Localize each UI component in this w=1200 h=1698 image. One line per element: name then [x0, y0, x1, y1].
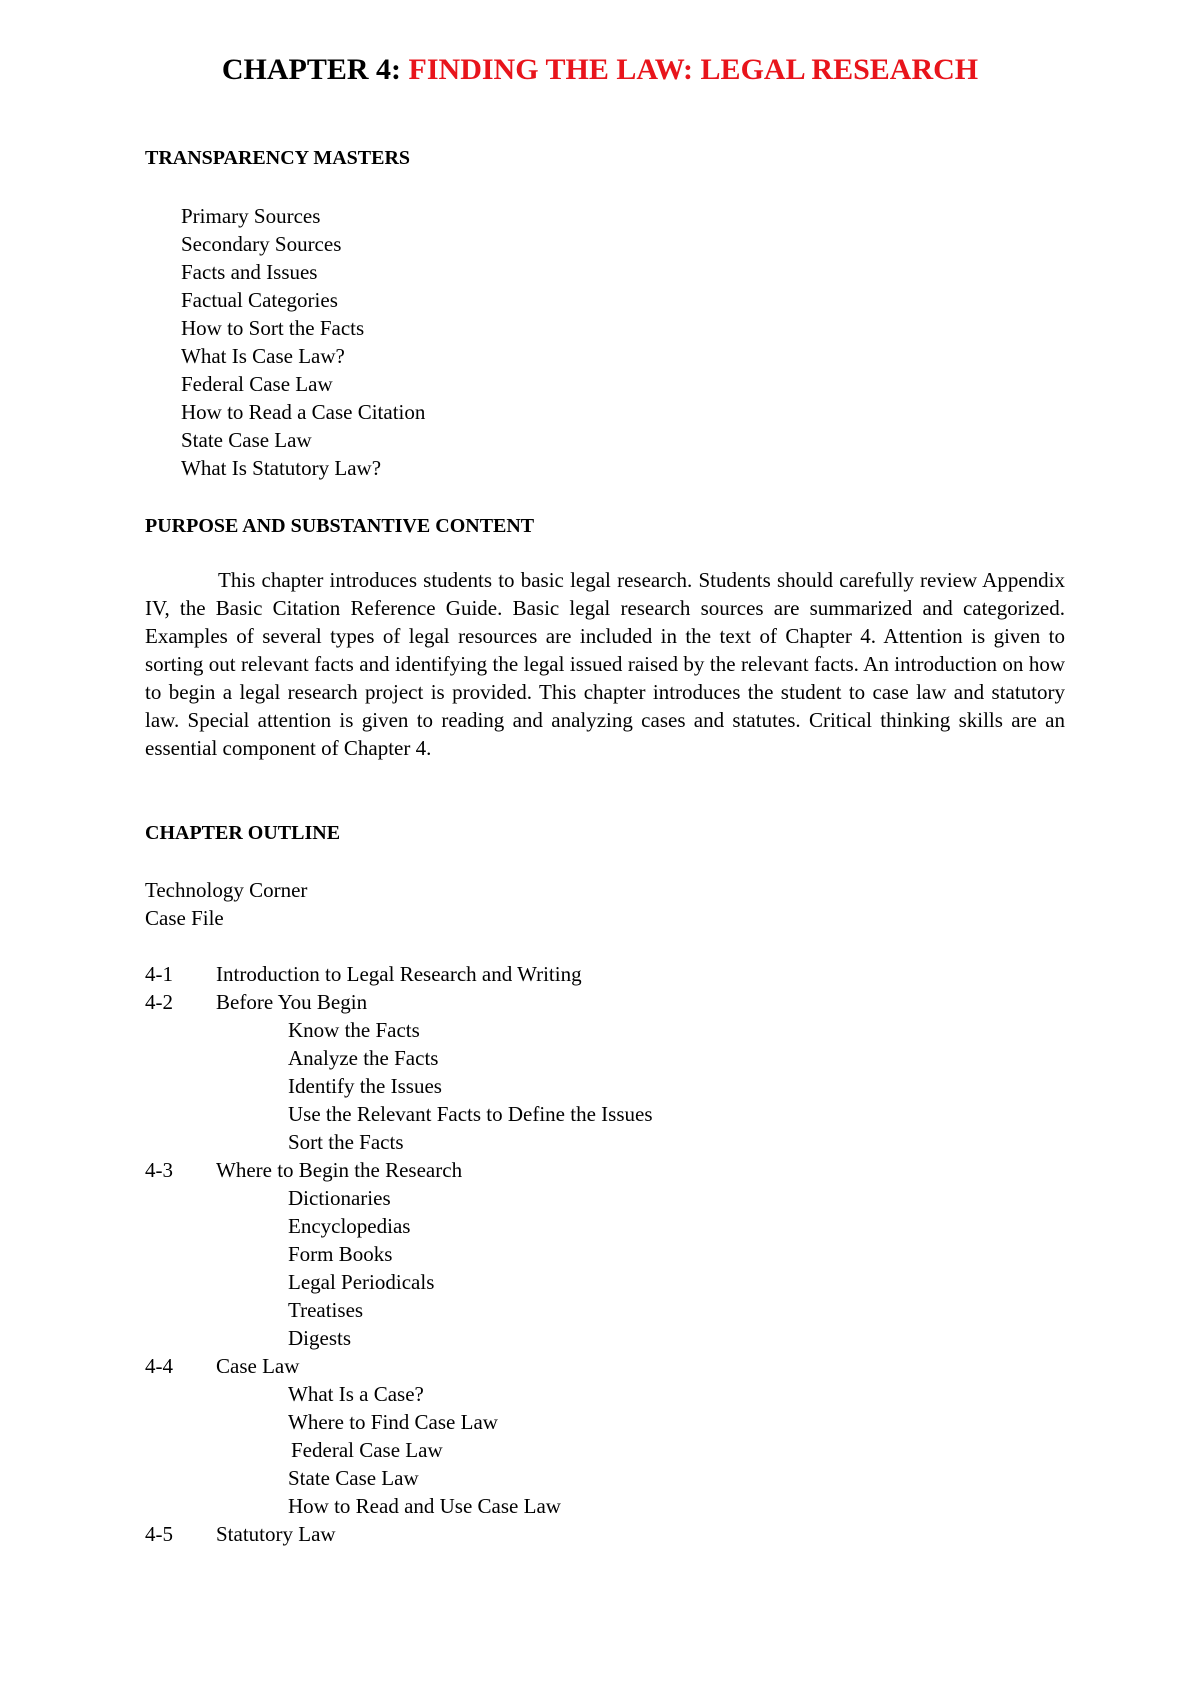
- outline-subitem: Dictionaries: [288, 1186, 391, 1210]
- outline-subitem: Sort the Facts: [288, 1130, 404, 1154]
- outline-subitem: Legal Periodicals: [288, 1270, 435, 1294]
- outline-section-number: 4-1: [145, 962, 173, 986]
- outline-heading: CHAPTER OUTLINE: [145, 822, 341, 844]
- transparency-item: Secondary Sources: [181, 232, 342, 256]
- outline-section-number: 4-5: [145, 1522, 173, 1546]
- outline-subitem: Digests: [288, 1326, 351, 1350]
- outline-subitem: Form Books: [288, 1242, 393, 1266]
- outline-subitem: Identify the Issues: [288, 1074, 442, 1098]
- outline-subitem: Use the Relevant Facts to Define the Issues: [288, 1102, 653, 1126]
- transparency-item: Factual Categories: [181, 288, 338, 312]
- purpose-paragraph: This chapter introduces students to basic legal research. Students should carefully review Appendix IV, the Basic Citation Reference Guide. Basic legal research sources are summarized and categorized. Examples of several types of legal resources are included in the text of Chapter 4. Attention is given to sorting out relevant facts and identifying the legal issued raised by the relevant facts. An introduction on how to begin a legal research project is provided. This chapter introduces the student to case law and statutory law. Special attention is given to reading and analyzing cases and statutes. Critical thinking skills are an essential component of Chapter 4.: [145, 568, 1065, 760]
- outline-subitem: Encyclopedias: [288, 1214, 411, 1238]
- page-title: [0, 52, 1200, 88]
- outline-subitem: Know the Facts: [288, 1018, 420, 1042]
- transparency-item: What Is Statutory Law?: [181, 456, 382, 480]
- transparency-item: How to Read a Case Citation: [181, 400, 426, 424]
- outline-section-number: 4-4: [145, 1354, 173, 1378]
- chapter-name: FINDING THE LAW: LEGAL RESEARCH: [408, 53, 979, 86]
- transparency-masters-heading: TRANSPARENCY MASTERS: [145, 147, 411, 169]
- outline-section-title: Where to Begin the Research: [216, 1158, 463, 1182]
- outline-intro-item: Technology Corner: [145, 878, 308, 902]
- purpose-heading: PURPOSE AND SUBSTANTIVE CONTENT: [145, 515, 535, 537]
- outline-section-title: Introduction to Legal Research and Writing: [216, 962, 582, 986]
- outline-subitem: Analyze the Facts: [288, 1046, 439, 1070]
- outline-section-title: Case Law: [216, 1354, 300, 1378]
- outline-section-title: Before You Begin: [216, 990, 368, 1014]
- transparency-item: What Is Case Law?: [181, 344, 345, 368]
- outline-subitem: How to Read and Use Case Law: [288, 1494, 561, 1518]
- transparency-item: Facts and Issues: [181, 260, 318, 284]
- outline-intro-item: Case File: [145, 906, 224, 930]
- outline-section-number: 4-2: [145, 990, 173, 1014]
- outline-subitem: Federal Case Law: [291, 1438, 443, 1462]
- outline-subitem: Where to Find Case Law: [288, 1410, 498, 1434]
- transparency-item: Primary Sources: [181, 204, 321, 228]
- transparency-item: Federal Case Law: [181, 372, 333, 396]
- outline-subitem: What Is a Case?: [288, 1382, 424, 1406]
- chapter-label: CHAPTER 4:: [221, 53, 402, 86]
- transparency-item: State Case Law: [181, 428, 312, 452]
- outline-subitem: Treatises: [288, 1298, 364, 1322]
- transparency-item: How to Sort the Facts: [181, 316, 365, 340]
- outline-subitem: State Case Law: [288, 1466, 419, 1490]
- outline-section-title: Statutory Law: [216, 1522, 336, 1546]
- outline-section-number: 4-3: [145, 1158, 173, 1182]
